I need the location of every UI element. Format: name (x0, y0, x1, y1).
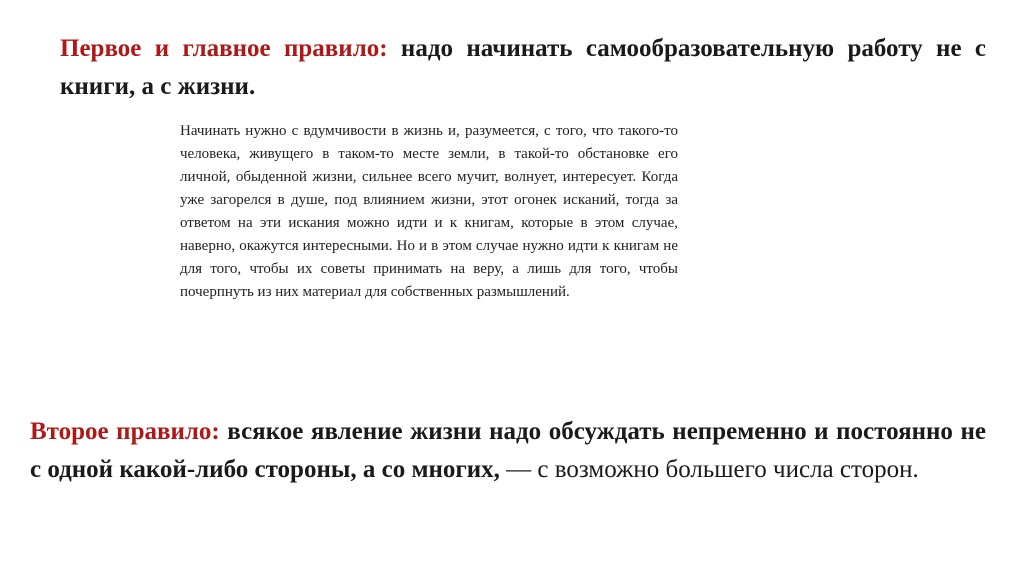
rule-one-paragraph (60, 30, 986, 106)
quote-paragraph: Начинать нужно с вдумчивости в жизнь и, разумеется, с того, что такого-то человека, живущего в таком-то месте земли, в такой-то обстановке его личной, обыденной жизни, сильнее всего мучит, волнует, интересует. Когда уже загорелся в душе, под влиянием жизни, этот огонек исканий, тогда за ответом на эти искания можно идти и к книгам, которые в этом случае, наверно, окажутся интересными. Но и в этом случае нужно идти к книгам не для того, чтобы их советы принимать на веру, а лишь для того, чтобы почерпнуть из них материал для собственных размышлений. (180, 123, 678, 300)
rule-two-plain-text: — с возможно большего числа сторон. (499, 456, 919, 483)
rule-two-bold-text: всякое явление жизни надо обсуждать непременно и постоянно не с одной какой-либо стороны, а со многих, (30, 418, 986, 483)
rule-two-paragraph (30, 413, 986, 489)
rule-one-label: Первое и главное правило: (60, 35, 388, 62)
rule-one-text: надо начинать самообразовательную работу не с книги, а с жизни. (60, 35, 986, 100)
rule-two-label: Второе правило: (30, 418, 220, 445)
